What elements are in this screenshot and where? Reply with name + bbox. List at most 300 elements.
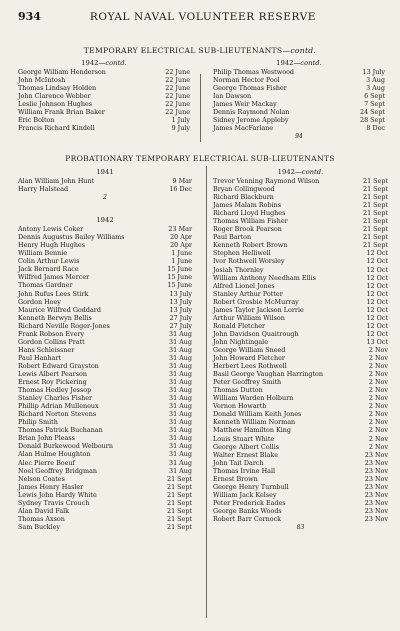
list-item [213, 499, 388, 507]
officer-name: Kenneth Berwyn Bellis [18, 313, 92, 322]
officer-name: Colin Arthur Lewis [18, 257, 80, 266]
officer-name: Donald Burkewood Welbourn [18, 442, 113, 451]
list-item [213, 314, 388, 322]
officer-name: Thomas William Fisher [213, 217, 288, 226]
list-item [213, 362, 388, 370]
officer-name: Brian John Pleass [18, 434, 75, 443]
seniority-date: 31 Aug [169, 418, 192, 427]
officer-name: William Anthony Needham Ellis [213, 273, 316, 282]
list-item [213, 443, 388, 451]
list-item [18, 330, 192, 338]
year-heading [213, 167, 388, 177]
list-item [18, 257, 192, 265]
officer-name: Wilfred James Mercer [18, 273, 90, 282]
officer-name: John Howard Fletcher [213, 354, 285, 363]
list-item [213, 257, 388, 265]
seniority-date: 31 Aug [169, 450, 192, 459]
list-item [213, 354, 388, 362]
list-item [213, 225, 388, 233]
list-item [18, 290, 192, 298]
list-item [18, 362, 192, 370]
officer-name: Maurice Wilfred Goddard [18, 305, 101, 314]
officer-name: Basil George Vaughan Harrington [213, 370, 323, 379]
list-item [18, 108, 190, 116]
officer-name: Alfred Lionel Jones [213, 281, 275, 290]
officer-name: Thomas Lindsay Holden [18, 84, 97, 93]
officer-list [18, 68, 190, 132]
officer-name: John Tait Darch [213, 458, 264, 467]
list-item [18, 281, 192, 289]
seniority-date: 31 Aug [169, 353, 192, 362]
seniority-date: 23 Nov [364, 498, 388, 507]
officer-name: Matthew Hamilton King [213, 426, 292, 435]
seniority-date: 12 Oct [366, 329, 388, 338]
officer-list [18, 177, 192, 193]
officer-name: Paul Barton [213, 233, 252, 242]
officer-name: Dennis Raymond Nolan [213, 108, 290, 117]
seniority-date: 21 Sept [363, 201, 388, 210]
seniority-date: 21 Sept [167, 522, 192, 531]
seniority-date: 24 Sept [360, 108, 385, 117]
seniority-date: 13 July [362, 68, 385, 76]
count-note [213, 132, 385, 140]
list-item [213, 249, 388, 257]
probationary-right-column [213, 167, 388, 531]
officer-name: Harry Halstead [18, 185, 69, 194]
list-item [18, 92, 190, 100]
officer-name: Nelson Coates [18, 474, 65, 483]
list-item [18, 370, 192, 378]
list-item [18, 386, 192, 394]
seniority-date: 22 June [165, 92, 190, 101]
officer-name: Richard Blackburn [213, 193, 274, 202]
seniority-date: 2 Nov [368, 345, 388, 354]
year-heading [213, 58, 385, 68]
seniority-date: 23 Nov [364, 474, 388, 483]
officer-name: Donald William Keith Jones [213, 410, 302, 419]
seniority-date: 21 Sept [363, 241, 388, 250]
officer-name: Trevor Venning Raymond Wilson [213, 177, 320, 185]
officer-name: Alan Hulme Houghton [18, 450, 91, 459]
list-item [18, 483, 192, 491]
list-item [213, 298, 388, 306]
seniority-date: 13 Oct [366, 337, 388, 346]
count-note-text: 94 [295, 133, 303, 141]
officer-name: George William Sneed [213, 345, 286, 354]
column-divider [206, 166, 207, 618]
list-item [18, 402, 192, 410]
officer-name: George Henry Turnbull [213, 482, 289, 491]
seniority-date: 22 June [165, 108, 190, 117]
seniority-date: 31 Aug [169, 394, 192, 403]
seniority-date: 21 Sept [167, 506, 192, 515]
list-item [18, 459, 192, 467]
seniority-date: 2 Nov [368, 402, 388, 411]
officer-name: Ian Dawson [213, 92, 252, 101]
seniority-date: 12 Oct [366, 265, 388, 274]
seniority-date: 12 Oct [366, 321, 388, 330]
officer-name: Phillip Adrian Mulleneux [18, 402, 99, 411]
officer-name: Henry Hugh Hughes [18, 241, 86, 250]
list-item [213, 410, 388, 418]
temporary-left-column [18, 58, 190, 132]
list-item [213, 68, 385, 76]
list-item [213, 435, 388, 443]
list-item [213, 386, 388, 394]
seniority-date: 16 Dec [169, 185, 192, 194]
seniority-date: 21 Sept [167, 490, 192, 499]
seniority-date: 23 Nov [364, 514, 388, 523]
seniority-date: 2 Nov [368, 362, 388, 371]
officer-name: Stephen Helliwell [213, 249, 271, 258]
list-item [18, 507, 192, 515]
seniority-date: 15 June [167, 273, 192, 282]
seniority-date: 31 Aug [169, 369, 192, 378]
list-item [18, 265, 192, 273]
seniority-date: 23 Nov [364, 450, 388, 459]
officer-name: Peter Geoffrey Smith [213, 378, 282, 387]
seniority-date: 31 Aug [169, 378, 192, 387]
seniority-date: 23 Nov [364, 490, 388, 499]
seniority-date: 31 Aug [169, 329, 192, 338]
year-text: 1942 [277, 168, 295, 176]
list-item [213, 467, 388, 475]
year-text: 1942 [81, 59, 99, 67]
officer-name: James MacFarlane [213, 124, 274, 133]
seniority-date: 31 Aug [169, 442, 192, 451]
officer-name: James Taylor Jackson Lorrie [213, 305, 304, 314]
list-item [18, 298, 192, 306]
officer-name: John Nightingale [213, 337, 268, 346]
list-item [18, 354, 192, 362]
seniority-date: 31 Aug [169, 466, 192, 475]
officer-name: Stanley Arthur Potter [213, 289, 283, 298]
officer-name: George Banks Woods [213, 506, 282, 515]
officer-name: Gordon Hoey [18, 297, 61, 306]
officer-name: George Thomas Fisher [213, 84, 287, 93]
seniority-date: 13 July [169, 297, 192, 306]
seniority-date: 22 June [165, 100, 190, 109]
list-item [18, 418, 192, 426]
officer-name: Peter Frederick Eades [213, 498, 286, 507]
seniority-date: 13 July [169, 305, 192, 314]
seniority-date: 21 Sept [167, 482, 192, 491]
list-item [18, 116, 190, 124]
count-note [18, 193, 192, 201]
seniority-date: 2 Nov [368, 434, 388, 443]
list-item [213, 84, 385, 92]
spacer [18, 201, 192, 215]
officer-name: William Warden Holburn [213, 394, 294, 403]
year-heading [18, 58, 190, 68]
seniority-date: 21 Sept [363, 177, 388, 185]
officer-name: Gordon Collins Pratt [18, 337, 85, 346]
list-item [213, 76, 385, 84]
officer-name: Vernon Howarth [213, 402, 267, 411]
seniority-date: 2 Nov [368, 354, 388, 363]
list-item [18, 76, 190, 84]
list-item [18, 124, 190, 132]
list-item [213, 100, 385, 108]
officer-name: Stanley Charles Fisher [18, 394, 93, 403]
officer-name: Jack Bernard Race [18, 265, 79, 274]
officer-name: Richard Lloyd Hughes [213, 209, 286, 218]
seniority-date: 31 Aug [169, 458, 192, 467]
list-item [213, 290, 388, 298]
seniority-date: 9 July [171, 124, 190, 133]
list-item [213, 241, 388, 249]
list-item [18, 346, 192, 354]
list-item [213, 282, 388, 290]
seniority-date: 2 Nov [368, 394, 388, 403]
seniority-date: 31 Aug [169, 361, 192, 370]
seniority-date: 6 Sept [364, 92, 385, 101]
seniority-date: 2 Nov [368, 410, 388, 419]
officer-name: Robert Edward Grayston [18, 361, 99, 370]
officer-name: John McIntosh [18, 76, 66, 85]
seniority-date: 22 June [165, 68, 190, 76]
list-item [18, 84, 190, 92]
list-item [213, 233, 388, 241]
officer-name: John Davidson Quaitrough [213, 329, 299, 338]
officer-list [213, 177, 388, 523]
officer-name: Kenneth William Norman [213, 418, 296, 427]
officer-name: George William Henderson [18, 68, 106, 76]
officer-name: John Clarence Webber [18, 92, 91, 101]
list-item [213, 124, 385, 132]
list-item [213, 338, 388, 346]
officer-name: Philip Thomas Westwood [213, 68, 295, 76]
probationary-left-column [18, 167, 192, 531]
officer-name: Arthur William Wilson [213, 313, 285, 322]
seniority-date: 31 Aug [169, 386, 192, 395]
seniority-date: 12 Oct [366, 289, 388, 298]
seniority-date: 2 Nov [368, 386, 388, 395]
list-item [213, 108, 385, 116]
list-item [213, 330, 388, 338]
officer-name: Herbert Lees Rothwell [213, 362, 287, 371]
list-item [213, 92, 385, 100]
seniority-date: 12 Oct [366, 281, 388, 290]
seniority-date: 23 Mar [168, 225, 192, 234]
list-item [213, 193, 388, 201]
seniority-date: 31 Aug [169, 426, 192, 435]
seniority-date: 2 Nov [368, 426, 388, 435]
list-item [18, 475, 192, 483]
officer-name: Francis Richard Kindell [18, 124, 95, 133]
officer-name: James Malam Robins [213, 201, 282, 210]
count-note-text: 83 [296, 524, 305, 532]
list-item [18, 426, 192, 434]
officer-name: Josiah Thornley [213, 265, 264, 274]
list-item [213, 201, 388, 209]
seniority-date: 1 July [171, 116, 190, 125]
year-contd: —contd. [293, 59, 322, 67]
seniority-date: 23 Nov [364, 466, 388, 475]
section-title-temporary [10, 46, 390, 55]
list-item [213, 370, 388, 378]
list-item [213, 322, 388, 330]
seniority-date: 1 June [171, 249, 192, 258]
seniority-date: 21 Sept [167, 474, 192, 483]
list-item [213, 507, 388, 515]
section-title-text: TEMPORARY ELECTRICAL SUB-LIEUTENANTS [83, 46, 283, 55]
officer-name: Alan David Falk [18, 506, 70, 515]
officer-name: George Albert Collis [213, 442, 280, 451]
officer-name: John Rufus Lees Stirk [18, 289, 89, 298]
seniority-date: 31 Aug [169, 410, 192, 419]
list-item [18, 249, 192, 257]
officer-name: Robert Grosbie McMurray [213, 297, 299, 306]
officer-list [18, 225, 192, 531]
seniority-date: 15 June [167, 281, 192, 290]
officer-name: Leslie Johnson Hughes [18, 100, 93, 109]
officer-name: James Henry Hasler [18, 482, 84, 491]
year-contd: —contd. [294, 168, 324, 176]
seniority-date: 2 Nov [368, 442, 388, 451]
list-item [18, 434, 192, 442]
seniority-date: 1 June [171, 257, 192, 266]
seniority-date: 31 Aug [169, 434, 192, 443]
year-contd: —contd. [98, 59, 127, 67]
officer-name: Noel Geoffrey Bridgman [18, 466, 98, 475]
officer-name: Walter Ernest Blake [213, 450, 279, 459]
list-item [18, 314, 192, 322]
page-number: 934 [18, 10, 41, 23]
seniority-date: 2 Nov [368, 378, 388, 387]
seniority-date: 2 Nov [368, 418, 388, 427]
seniority-date: 3 Aug [366, 84, 385, 93]
seniority-date: 31 Aug [169, 345, 192, 354]
list-item [18, 410, 192, 418]
seniority-date: 8 Dec [366, 124, 385, 133]
officer-name: Sidney Jerome Appleby [213, 116, 289, 125]
list-item [213, 306, 388, 314]
officer-name: Thomas Irvine Hall [213, 466, 276, 475]
officer-name: Roger Brook Pearson [213, 225, 282, 234]
list-item [18, 523, 192, 531]
officer-name: Norman Hector Pool [213, 76, 280, 85]
seniority-date: 7 Sept [364, 100, 385, 109]
list-item [18, 499, 192, 507]
seniority-date: 21 Sept [363, 233, 388, 242]
seniority-date: 13 July [169, 289, 192, 298]
year-heading-1941: 1941 [96, 168, 114, 176]
list-item [213, 402, 388, 410]
officer-name: Hans Schleissner [18, 345, 75, 354]
list-item [18, 100, 190, 108]
seniority-date: 22 June [165, 84, 190, 93]
list-item [18, 68, 190, 76]
officer-name: William Jack Kelsey [213, 490, 277, 499]
officer-name: Alec Pierre Boeuf [18, 458, 75, 467]
officer-name: Lewis John Hardy White [18, 490, 97, 499]
officer-name: Lewis Albert Pearson [18, 369, 87, 378]
seniority-date: 12 Oct [366, 257, 388, 266]
officer-name: Frank Robson Every [18, 329, 85, 338]
list-item [18, 233, 192, 241]
officer-name: Louis Stuart White [213, 434, 275, 443]
officer-name: Thomas Axson [18, 514, 65, 523]
section-title-text: PROBATIONARY TEMPORARY ELECTRICAL SUB-LIEUTENANTS [65, 154, 335, 163]
list-item [213, 346, 388, 354]
seniority-date: 21 Sept [167, 514, 192, 523]
seniority-date: 21 Sept [363, 193, 388, 202]
list-item [213, 177, 388, 185]
list-item [213, 426, 388, 434]
list-item [18, 378, 192, 386]
seniority-date: 12 Oct [366, 297, 388, 306]
seniority-date: 12 Oct [366, 273, 388, 282]
section-contd: —contd. [282, 46, 317, 55]
officer-name: Alan William John Hunt [18, 177, 95, 185]
year-heading-1942: 1942 [96, 216, 114, 225]
seniority-date: 31 Aug [169, 337, 192, 346]
list-item [18, 338, 192, 346]
officer-name: Thomas Hedley Jessop [18, 386, 92, 395]
list-item [213, 475, 388, 483]
officer-name: Dennis Augustus Bailey Williams [18, 233, 125, 242]
officer-name: Ivor Rothwell Worsley [213, 257, 285, 266]
officer-name: Bryan Collingwood [213, 185, 275, 194]
list-item [18, 322, 192, 330]
officer-name: Thomas Dutton [213, 386, 263, 395]
seniority-date: 12 Oct [366, 305, 388, 314]
list-item [18, 515, 192, 523]
list-item [213, 116, 385, 124]
page-header [18, 10, 388, 26]
seniority-date: 27 July [169, 321, 192, 330]
list-item [18, 273, 192, 281]
seniority-date: 23 Nov [364, 482, 388, 491]
list-item [18, 306, 192, 314]
seniority-date: 22 June [165, 76, 190, 85]
list-item [18, 225, 192, 233]
officer-name: Paul Hanhart [18, 353, 62, 362]
list-item [18, 442, 192, 450]
seniority-date: 21 Sept [167, 498, 192, 507]
seniority-date: 21 Sept [363, 225, 388, 234]
seniority-date: 21 Sept [363, 217, 388, 226]
year-text: 1942 [276, 59, 294, 67]
officer-name: Thomas Patrick Buchanan [18, 426, 103, 435]
list-item [213, 274, 388, 282]
officer-name: Kenneth Robert Brown [213, 241, 288, 250]
seniority-date: 23 Nov [364, 506, 388, 515]
seniority-date: 23 Nov [364, 458, 388, 467]
list-item [213, 217, 388, 225]
list-item [213, 459, 388, 467]
count-note [213, 523, 388, 531]
list-item [18, 241, 192, 249]
officer-name: Antony Lewis Coker [18, 225, 84, 234]
list-item [18, 177, 192, 185]
officer-name: Robert Barr Cornock [213, 514, 282, 523]
list-item [213, 185, 388, 193]
seniority-date: 21 Sept [363, 209, 388, 218]
list-item [18, 450, 192, 458]
list-item [213, 266, 388, 274]
officer-list [213, 68, 385, 132]
officer-name: Ronald Fletcher [213, 321, 266, 330]
officer-name: Sydney Travis Crouch [18, 498, 90, 507]
officer-name: William Bennie [18, 249, 68, 258]
running-title: ROYAL NAVAL VOLUNTEER RESERVE [89, 11, 317, 23]
seniority-date: 20 Apr [170, 233, 192, 242]
officer-name: William Frank Brian Baker [18, 108, 105, 117]
seniority-date: 12 Oct [366, 313, 388, 322]
list-item [213, 451, 388, 459]
